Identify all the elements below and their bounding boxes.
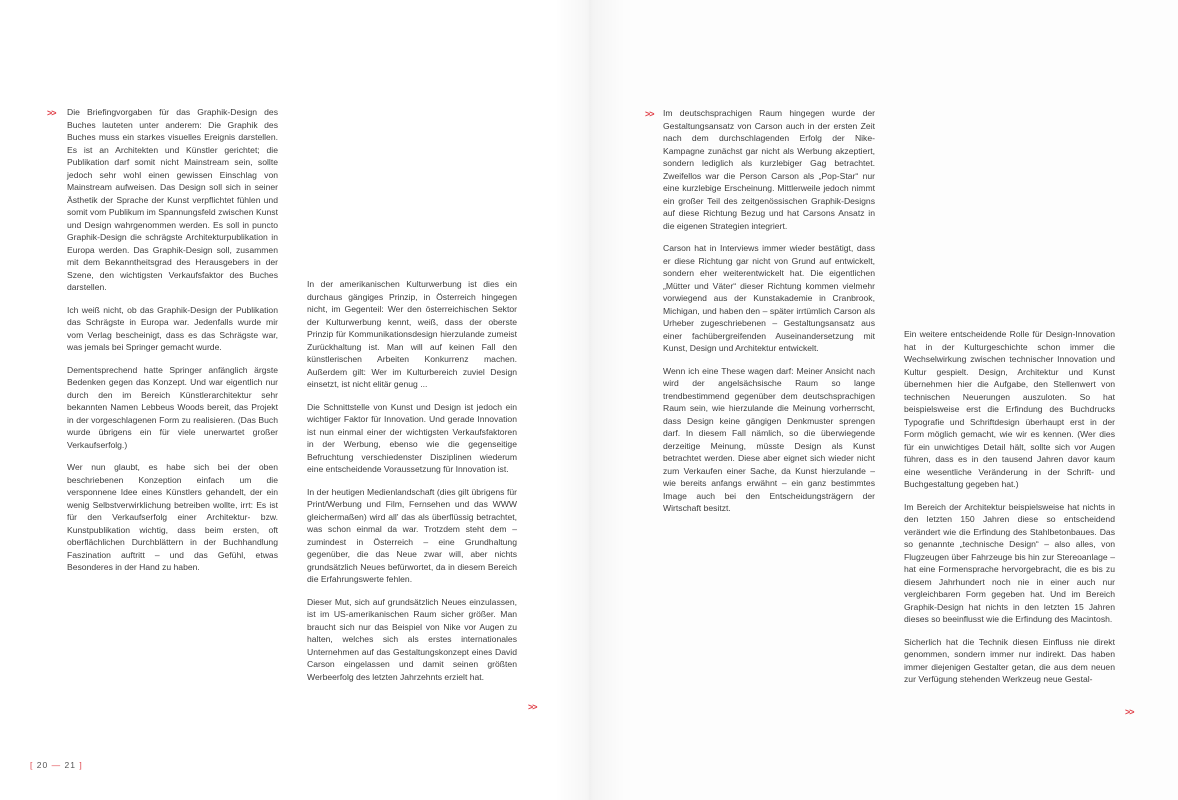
book-gutter [555, 0, 625, 800]
paragraph-start-marker: >> [47, 108, 56, 118]
paragraph: Dementsprechend hatte Springer anfänglich ärgste Bedenken gegen das Konzept. Und war eigentlich nur durch den im Bereich Künstlerarchitektur sehr bekannten Namen Lebbeus Woods bereit, das Projekt in der vorgeschlagenen Form zu realisieren. (Das Buch wurde übrigens ein für viele unerwartet großer Verkaufserfolg.) [67, 364, 278, 450]
continued-marker: >> [1125, 707, 1134, 717]
text-column-4 [904, 328, 1115, 686]
continued-marker: >> [528, 702, 537, 712]
paragraph: Carson hat in Interviews immer wieder bestätigt, dass er diese Richtung gar nicht von Grund auf entwickelt, sondern eher weiterentwickelt hat. Die eigentlichen „Mütter und Väter“ dieser Richtung kommen vielmehr vorwiegend aus der Kunstakademie in Cranbrook, Michigan, und haben den – später irrtümlich Carson als Urheber zugeschriebenen – Gestaltungsansatz aus einer fachübergreifenden Auseinandersetzung mit Kunst, Design und Architektur entwickelt. [663, 243, 875, 353]
paragraph: Ich weiß nicht, ob das Graphik-Design der Publikation das Schrägste in Europa war. Jedenfalls wurde mir vom Verlag bescheinigt, dass es das Schrägste war, was jemals bei Springer gemacht wurde. [67, 304, 278, 352]
paragraph: Die Briefingvorgaben für das Graphik-Design des Buches lauteten unter anderem: Die Graphik des Buches muss ein starkes visuelles Ereignis darstellen. Es ist an Architekten und Künstler gerichtet; die Publikation darf somit nicht Mainstream sein, sollte jedoch sehr wohl einen gewissen Einschlag von Mainstream aufweisen. Das Design soll sich in seiner Ästhetik der Sprache der Kunst verpflichtet fühlen und somit vom Publikum im Spannungsfeld zwischen Kunst und Design wahrgenommen werden. Es soll in puncto Graphik-Design die schrägste Architekturpublikation in Europa werden. Das Graphik-Design soll, zusammen mit dem Bekanntheitsgrad des Herausgebers in der Szene, den wichtigsten Verkaufsfaktor des Buches darstellen. [67, 107, 278, 292]
paragraph-start-marker: >> [645, 109, 654, 119]
paragraph: In der amerikanischen Kulturwerbung ist dies ein durchaus gängiges Prinzip, in Österreich hingegen nicht, im Gegenteil: Wer den österreichischen Sektor der Kulturwerbung kennt, weiß, dass der oberste Prinzip für Kommunikationsdesign hierzulande zumeist Zurückhaltung ist. Man will auf keinen Fall den künstlerischen Arbeiten Konkurrenz machen. Außerdem gilt: Wer im Kulturbereich zuviel Design einsetzt, ist nicht elitär genug ... [307, 279, 517, 389]
text-column-1 [67, 106, 278, 574]
page-number-right: 21 [64, 760, 76, 770]
paragraph: Im Bereich der Architektur beispielsweise hat nichts in den letzten 150 Jahren diese so entscheidend verändert wie die Erfindung des Stahlbetonbaues. Das so genannte „technische Design“ – also alles, von Flugzeugen über Fahrzeuge bis hin zur Stereoanlage – hat eine Formensprache hervorgebracht, die es bis zu diesem Jahrhundert noch nie in einer auch nur vergleichbaren Form gegeben hat. Und im Bereich Graphik-Design hat nichts in den letzten 15 Jahren dieses so beeinflusst wie die Erfindung des Macintosh. [904, 501, 1115, 624]
folio-bracket-close: ] [79, 760, 83, 770]
folio-bracket-open: [ [30, 760, 34, 770]
page-numbers [30, 760, 83, 770]
paragraph: Im deutschsprachigen Raum hingegen wurde der Gestaltungsansatz von Carson auch in der ersten Zeit nach dem durchschlagenden Erfolg der Nike-Kampagne zunächst gar nicht als Werbung akzeptiert, sondern lediglich als kurzlebiger Gag betrachtet. Zweifellos war die Person Carson als „Pop-Star“ nur eine kurzlebige Erscheinung. Mittlerweile jedoch nimmt ein großer Teil des zeitgenössischen Graphik-Designs auf diese Richtung Bezug und hat Carsons Ansatz in die eigenen Strategien integriert. [663, 108, 875, 231]
paragraph: Wer nun glaubt, es habe sich bei der oben beschriebenen Konzeption einfach um die versponnene Idee eines Künstlers gehandelt, der ein wenig Selbstverwirklichung betreiben wollte, irrt: Es ist für den Verkaufserfolg einer Architektur- bzw. Kunstpublikation wichtig, dass beim ersten, oft oberflächlichen Durchblättern in der Buchhandlung Faszination auftritt – und das Gefühl, etwas Besonderes in der Hand zu haben. [67, 462, 278, 572]
paragraph: Die Schnittstelle von Kunst und Design ist jedoch ein wichtiger Faktor für Innovation. Und gerade Innovation ist nun einmal einer der wichtigsten Verkaufsfaktoren in der Werbung, ebenso wie die gegenseitige Befruchtung verschiedenster Disziplinen wiederum eine entscheidende Voraussetzung für Innovation ist. [307, 401, 517, 474]
paragraph: Ein weitere entscheidende Rolle für Design-Innovation hat in der Kulturgeschichte schon immer die Wechselwirkung zwischen technischer Innovation und Kultur gespielt. Design, Architektur und Kunst übernehmen hier die Aufgabe, den Stellenwert von technischen Neuerungen auszuloten. So hat beispielsweise erst die Erfindung des Buchdrucks Typografie und Schriftdesign überhaupt erst in der Form möglich gemacht, wie wir es kennen. (Wer dies für ein unwichtiges Detail hält, sollte sich vor Augen führen, dass es in den tausend Jahren davor kaum eine wesentliche Veränderung in der Schrift- und Buchgestaltung gegeben hat.) [904, 329, 1115, 489]
folio-dash: — [51, 760, 62, 770]
paragraph: Dieser Mut, sich auf grundsätzlich Neues einzulassen, ist im US-amerikanischen Raum sicher größer. Man braucht sich nur das Beispiel von Nike vor Augen zu halten, welches sich als erstes internationales Unternehmen auf das Gestaltungskonzept eines David Carson eingelassen und damit seinen größten Werbeerfolg des letzten Jahrzehnts erzielt hat. [307, 596, 517, 682]
paragraph: Sicherlich hat die Technik diesen Einfluss nie direkt genommen, sondern immer nur indirekt. Das haben immer diejenigen Gestalter getan, die aus dem neuen zur Verfügung stehenden Werkzeug neue Gestal- [904, 636, 1115, 684]
text-column-2 [307, 278, 517, 683]
page-number-left: 20 [36, 760, 49, 770]
paragraph: In der heutigen Medienlandschaft (dies gilt übrigens für Print/Werbung und Film, Fernsehen und das WWW gleichermaßen) wird all' das als überflüssig betrachtet, was schon einmal da war. Trotzdem steht dem – zumindest in Österreich – eine Grundhaltung gegenüber, die das Neue zwar will, aber nichts grundsätzlich Neues befürwortet, da in diesem Bereich die Erfahrungswerte fehlen. [307, 486, 517, 584]
paragraph: Wenn ich eine These wagen darf: Meiner Ansicht nach wird der angelsächsische Raum so lange trendbestimmend gegenüber dem deutschsprachigen Raum sein, wie hierzulande die Meinung vorherrscht, dass Design keine gängigen Denkmuster sprengen darf. In diesem Fall nämlich, so die überwiegende derzeitige Meinung, müsste Design als Kunst betrachtet werden. Diese aber eignet sich wieder nicht zum Verkaufen einer Sache, da Kunst hierzulande – wie bereits anfangs erwähnt – ein ganz bestimmtes Image auch bei den Entscheidungsträgern der Wirtschaft besitzt. [663, 365, 875, 513]
text-column-3 [663, 107, 875, 515]
